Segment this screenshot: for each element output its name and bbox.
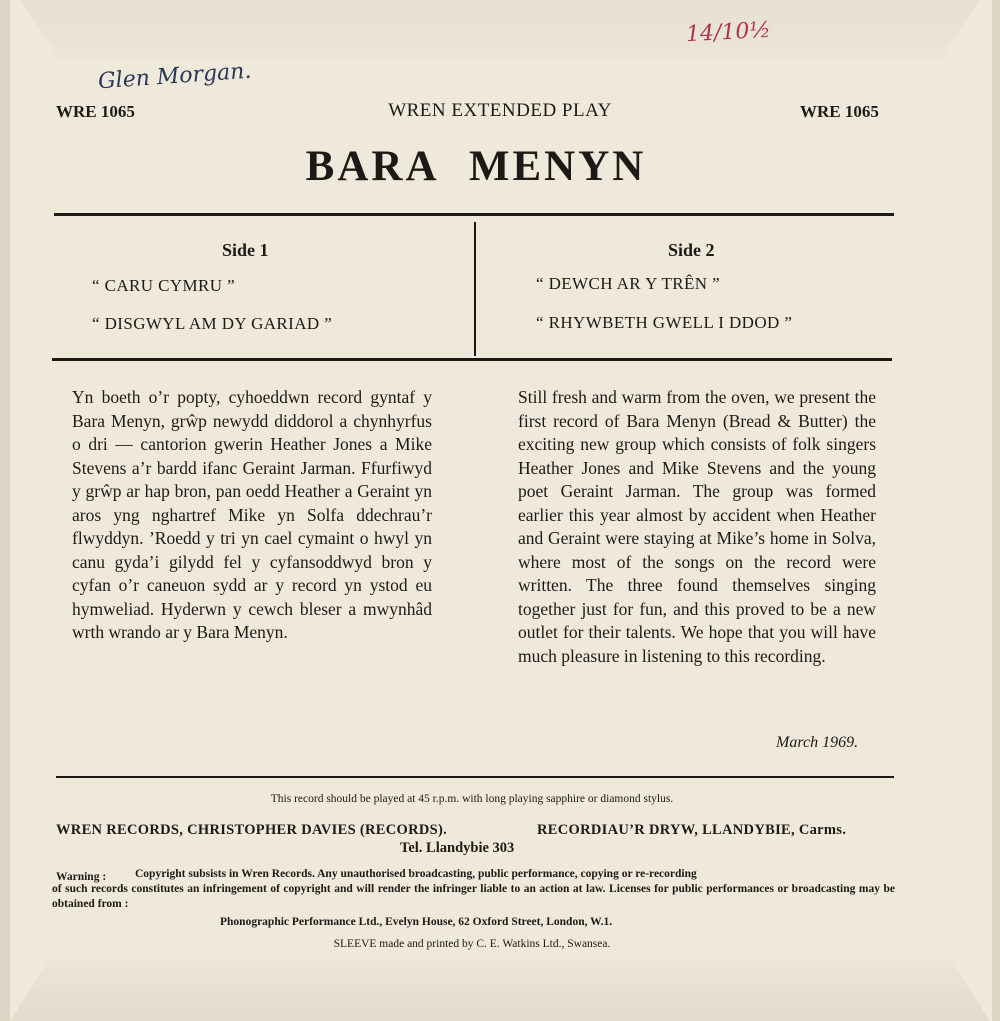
tracklist-divider bbox=[52, 358, 892, 361]
sleeve-bottom-flap bbox=[10, 960, 990, 1021]
sleeve-right-edge bbox=[992, 0, 1000, 1021]
english-liner-notes: Still fresh and warm from the oven, we present the first record of Bara Menyn (Bread & Butter) the exciting new group which consists of folk singers Heather Jones and Mike Stevens and the young poet Geraint Jarman. The group was formed earlier this year almost by accident when Heather and Geraint were staying at Mike’s home in Solva, where most of the songs on the record were written. The three found themselves singing together just for fun, and this proved to be a new outlet for their talents. We hope that you will have much pleasure in listening to this recording. bbox=[518, 387, 876, 666]
catalog-number-right: WRE 1065 bbox=[800, 102, 879, 121]
warning-label: Warning : bbox=[56, 871, 107, 883]
handwritten-owner-name: Glen Morgan. bbox=[97, 58, 253, 95]
label-series: WREN EXTENDED PLAY bbox=[388, 100, 612, 121]
side2-track-2: “ RHYWBETH GWELL I DDOD ” bbox=[536, 313, 793, 332]
side-divider bbox=[474, 222, 476, 356]
side1-track-1: “ CARU CYMRU ” bbox=[92, 276, 236, 295]
side2-track-1: “ DEWCH AR Y TRÊN ” bbox=[536, 274, 721, 293]
catalog-number-left: WRE 1065 bbox=[56, 102, 135, 121]
side1-heading: Side 1 bbox=[222, 240, 269, 260]
album-title: BARA MENYN bbox=[305, 143, 647, 190]
printer-credit: SLEEVE made and printed by C. E. Watkins Ltd., Swansea. bbox=[333, 938, 611, 950]
side1-track-2: “ DISGWYL AM DY GARIAD ” bbox=[92, 314, 333, 333]
handwritten-price: 14/10½ bbox=[685, 17, 772, 48]
warning-line-2: of such records constitutes an infringement of copyright and will render the infringer liable to an action at law. Licenses for public performances or broadcasting may be obtained from : bbox=[52, 883, 895, 910]
warning-line-1: Copyright subsists in Wren Records. Any unauthorised broadcasting, public performance, copying or re-recording bbox=[135, 868, 697, 880]
welsh-liner-notes: Yn boeth o’r popty, cyhoeddwn record gyntaf y Bara Menyn, grŵp newydd diddorol a chynhyrfus o dri — cantorion gwerin Heather Jones a Mike Stevens a’r bardd ifanc Geraint Jarman. Ffurfiwyd y grŵp ar hap bron, pan oedd Heather a Geraint yn aros yng nghartref Mike yn Solfa ddechrau’r flwyddyn. ’Roedd y tri yn cael cymaint o hwyl yn canu gyda’i gilydd fel y cyfansoddwyd bron y cyfan o’r caneuon sydd ar y record yn ystod eu hymweliad. Hyderwn y cewch bleser a mwynhâd wrth wrando ar y Bara Menyn. bbox=[72, 387, 432, 642]
licensing-address: Phonographic Performance Ltd., Evelyn House, 62 Oxford Street, London, W.1. bbox=[220, 916, 613, 928]
side2-heading: Side 2 bbox=[668, 240, 715, 260]
company-telephone: Tel. Llandybie 303 bbox=[400, 840, 515, 856]
sleeve-top-flap bbox=[20, 0, 980, 58]
playback-note: This record should be played at 45 r.p.m. with long playing sapphire or diamond stylus. bbox=[270, 793, 674, 805]
top-divider bbox=[54, 213, 894, 216]
footer-divider bbox=[56, 776, 894, 778]
company-address: RECORDIAU’R DRYW, LLANDYBIE, Carms. bbox=[537, 822, 847, 838]
notes-date: March 1969. bbox=[776, 734, 859, 751]
company-name: WREN RECORDS, CHRISTOPHER DAVIES (RECORDS). bbox=[56, 822, 448, 838]
